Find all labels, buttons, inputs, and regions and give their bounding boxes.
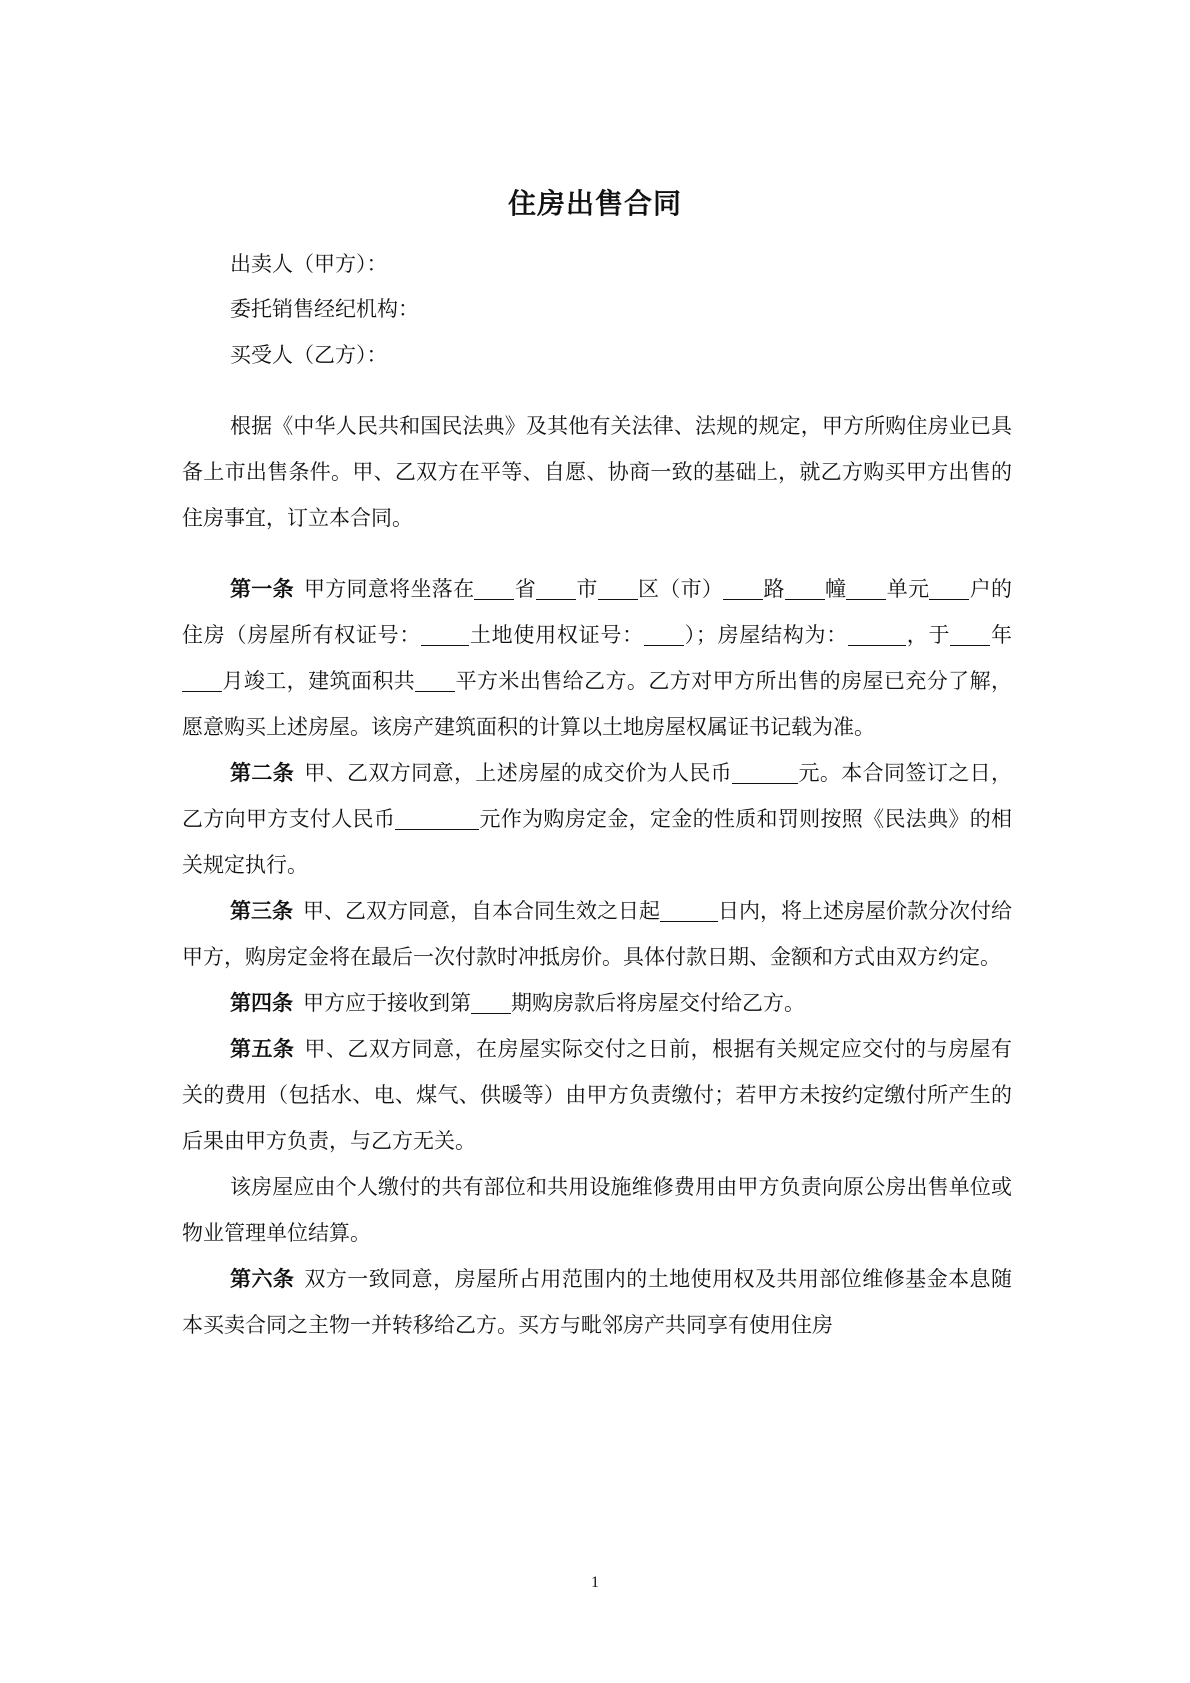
article-3 xyxy=(182,888,1012,980)
blank-land-cert xyxy=(644,625,684,646)
blank-installment xyxy=(471,993,511,1014)
article-5-continued: 该房屋应由个人缴付的共有部位和共用设施维修费用由甲方负责向原公房出售单位或物业管理单位结算。 xyxy=(182,1175,1012,1245)
blank-structure xyxy=(848,625,906,646)
buyer-line: 买受人（乙方）： xyxy=(230,343,388,367)
blank-days xyxy=(660,901,718,922)
article-1-text-14: 平方米出售给乙方。乙方对甲方所出售的房屋已充分了解，愿意购买上述房屋。该房产建筑面积的计算以土地房屋权属证书记载为准。 xyxy=(182,669,1013,739)
article-3-label: 第三条 xyxy=(230,899,293,923)
article-4 xyxy=(182,980,1012,1026)
blank-road xyxy=(723,579,763,600)
blank-unit xyxy=(846,579,886,600)
article-6-label: 第六条 xyxy=(230,1267,295,1291)
article-6-text-1: 双方一致同意，房屋所占用范围内的土地使用权及共用部位维修基金本息随本买卖合同之主物一并转移给乙方。买方与毗邻房产共同享有使用住房 xyxy=(182,1267,1013,1337)
document-title: 住房出售合同 xyxy=(507,187,682,220)
article-1-text-13: 月竣工，建筑面积共 xyxy=(222,669,416,693)
article-1-label: 第一条 xyxy=(230,577,294,601)
article-1-text-1: 甲方同意将坐落在 xyxy=(303,577,475,601)
article-1-text-11: ，于 xyxy=(906,623,951,647)
article-4-label: 第四条 xyxy=(230,991,293,1015)
page-number: 1 xyxy=(591,1574,599,1591)
article-2-text-1: 甲、乙双方同意，上述房屋的成交价为人民币 xyxy=(304,761,733,785)
blank-price xyxy=(732,763,798,784)
article-1-text-3: 市 xyxy=(576,577,598,601)
blank-district xyxy=(598,579,638,600)
article-1-text-9: 土地使用权证号： xyxy=(469,623,644,647)
article-1-text-10: ）；房屋结构为： xyxy=(683,623,849,647)
article-6 xyxy=(182,1256,1012,1348)
blank-province xyxy=(474,579,514,600)
article-1-text-6: 幢 xyxy=(824,577,847,601)
article-2-text-2: 元。本合同签订之日，乙方向甲方支付人民币 xyxy=(182,761,1013,831)
article-1-text-2: 省 xyxy=(514,577,537,601)
contract-articles xyxy=(182,566,1012,1348)
article-5 xyxy=(182,1026,1012,1164)
article-4-text-2: 期购房款后将房屋交付给乙方。 xyxy=(511,991,805,1015)
blank-month xyxy=(182,671,222,692)
blank-city xyxy=(536,579,576,600)
article-3-text-1: 甲、乙双方同意，自本合同生效之日起 xyxy=(303,899,660,923)
article-3-text-2: 日内，将上述房屋价款分次付给甲方，购房定金将在最后一次付款时冲抵房价。具体付款日期、金额和方式由双方约定。 xyxy=(182,899,1012,969)
article-1-text-8: 户的住房（房屋所有权证号： xyxy=(182,577,1013,647)
article-1 xyxy=(182,566,1012,750)
article-1-text-4: 区（市） xyxy=(637,577,724,601)
blank-year xyxy=(950,625,990,646)
article-2-label: 第二条 xyxy=(230,761,295,785)
blank-deposit xyxy=(395,809,479,830)
blank-area xyxy=(415,671,455,692)
article-5-label: 第五条 xyxy=(230,1037,295,1061)
article-2 xyxy=(182,750,1012,888)
article-5-text-1: 甲、乙双方同意，在房屋实际交付之日前，根据有关规定应交付的与房屋有关的费用（包括水、电、煤气、供暖等）由甲方负责缴付；若甲方未按约定缴付所产生的后果由甲方负责，与乙方无关。 xyxy=(182,1037,1013,1153)
seller-line: 出卖人（甲方）： xyxy=(230,252,388,276)
preamble-paragraph xyxy=(182,403,1012,541)
article-4-text-1: 甲方应于接收到第 xyxy=(303,991,471,1015)
blank-building xyxy=(785,579,825,600)
agency-line: 委托销售经纪机构： xyxy=(230,297,419,321)
article-1-text-7: 单元 xyxy=(886,577,930,601)
preamble-text: 根据《中华人民共和国民法典》及其他有关法律、法规的规定，甲方所购住房业已具备上市出售条件。甲、乙双方在平等、自愿、协商一致的基础上，就乙方购买甲方出售的住房事宜，订立本合同。 xyxy=(182,414,1012,530)
article-2-text-3: 元作为购房定金，定金的性质和罚则按照《民法典》的相关规定执行。 xyxy=(182,807,1013,877)
blank-household xyxy=(929,579,969,600)
article-1-text-12: 年 xyxy=(990,623,1013,647)
article-1-text-5: 路 xyxy=(763,577,785,601)
blank-ownership-cert xyxy=(421,625,469,646)
